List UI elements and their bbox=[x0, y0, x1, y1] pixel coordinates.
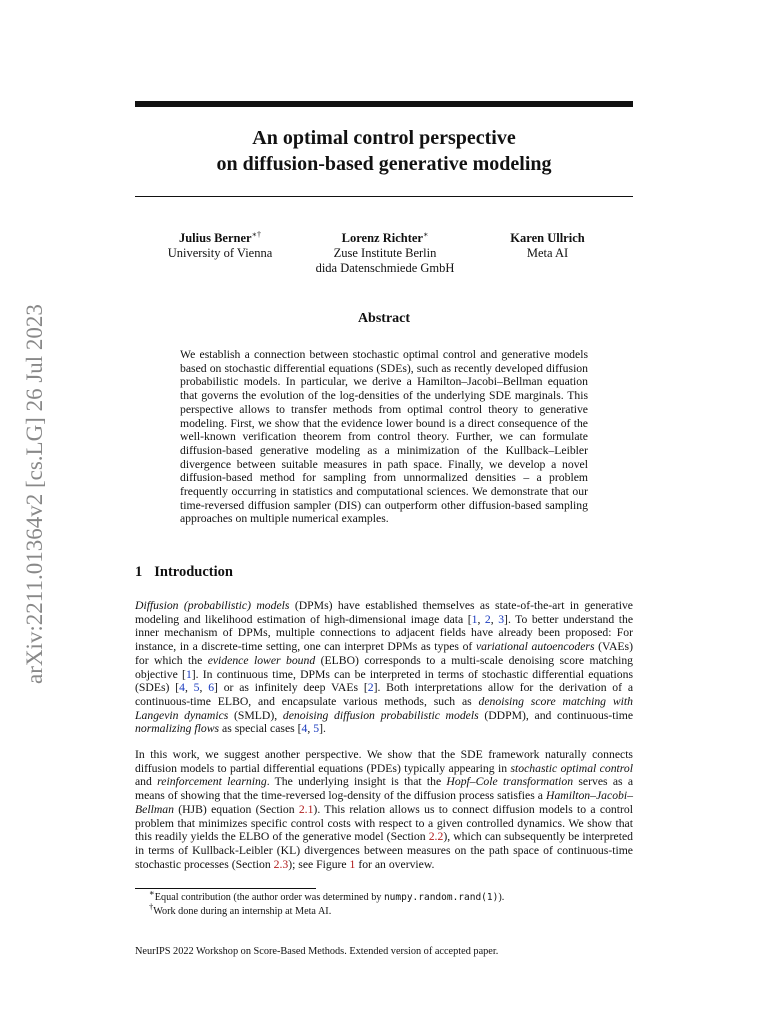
text-run: ]. To better understand the inner mechanism of DPMs, multiple connections to adjacent fields have already been proposed: For instance, in a discrete-time setting, one can interpret DPMs as types of bbox=[135, 612, 634, 654]
emphasized-term: normalizing flows bbox=[135, 722, 220, 736]
text-run: In this work, we suggest another perspective. We show that the SDE framework naturally connects diffusion models to partial differential equations (PDEs) typically appearing in bbox=[135, 748, 633, 775]
cross-reference-link[interactable]: 2.2 bbox=[428, 830, 444, 844]
text-run: (SMLD), bbox=[228, 708, 283, 722]
emphasized-term: Hamilton–Jacobi–Bellman bbox=[135, 789, 633, 816]
text-run: and bbox=[135, 775, 158, 789]
text-run: , bbox=[199, 681, 209, 695]
text-run: , bbox=[184, 681, 194, 695]
arxiv-identifier: arXiv:2211.01364v2 [cs.LG] 26 Jul 2023 bbox=[22, 304, 47, 684]
citation-link[interactable]: 5 bbox=[313, 722, 320, 736]
author-name: Julius Berner∗† bbox=[178, 229, 261, 245]
text-run: ]. bbox=[319, 722, 326, 736]
arxiv-sidebar bbox=[0, 0, 70, 1024]
author-block-richter bbox=[295, 231, 475, 276]
emphasized-term: denoising diffusion probabilistic models bbox=[282, 708, 479, 722]
text-run: for an overview. bbox=[355, 857, 435, 871]
cross-reference-link[interactable]: 1 bbox=[349, 857, 356, 871]
cross-reference-link[interactable]: 2.3 bbox=[273, 857, 289, 871]
text-run: , bbox=[477, 612, 485, 626]
text-run: (DPMs) have established themselves as state-of-the-art in generative modeling and likelihood estimation of high-dimensional image data [ bbox=[135, 599, 633, 626]
section-heading-introduction bbox=[135, 564, 233, 581]
abstract-heading: Abstract bbox=[357, 311, 411, 326]
citation-link[interactable]: 1 bbox=[471, 612, 478, 626]
emphasized-term: evidence lower bound bbox=[207, 653, 316, 667]
intro-paragraph-1 bbox=[135, 599, 633, 736]
code-snippet: numpy.random.rand(1) bbox=[383, 892, 499, 903]
text-run: ). This relation allows us to connect diffusion models to a control problem that minimizes specific control costs with respect to a given controlled dynamics. We show that this readily yields the ELBO of the generative model (Section bbox=[135, 802, 633, 844]
text-run: ); see Figure bbox=[288, 857, 350, 871]
intro-paragraph-2 bbox=[135, 748, 633, 871]
footnote-equal-contribution: ∗Equal contribution (the author order was determined by numpy.random.rand(1)). bbox=[149, 887, 505, 903]
text-run: ), which can subsequently be interpreted in terms of Kullback-Leibler (KL) divergences between measures on the path space of continuous-time stochastic processes (Section bbox=[135, 830, 633, 871]
abstract-text: We establish a connection between stochastic optimal control and generative models based on stochastic differential equations (SDEs), such as recently developed diffusion probabilistic models. In particular, we derive a Hamilton–Jacobi–Bellman equation that governs the evolution of the log-densities of the underlying SDE marginals. This perspective allows to transfer methods from optimal control theory to generative modeling. First, we show that the evidence lower bound is a direct consequence of the well-known verification theorem from control theory. Further, we can formulate diffusion-based generative modeling as a minimization of the Kullback–Leibler divergence between suitable measures in path space. Finally, we develop a novel diffusion-based method for sampling from unnormalized densities – a problem frequently occurring in statistics and computational sciences. We demonstrate that our time-reversed diffusion sampler (DIS) can outperform other diffusion-based sampling approaches on multiple numerical examples. bbox=[180, 348, 588, 526]
footnote-internship: †Work done during an internship at Meta AI. bbox=[149, 901, 332, 917]
text-run: , bbox=[307, 722, 314, 736]
venue-note: NeurIPS 2022 Workshop on Score-Based Methods. Extended version of accepted paper. bbox=[135, 946, 499, 957]
citation-link[interactable]: 5 bbox=[193, 681, 200, 695]
footnote-mark: ∗ bbox=[149, 887, 155, 898]
author-affiliation: Meta AI bbox=[526, 246, 569, 260]
citation-link[interactable]: 2 bbox=[484, 612, 491, 626]
text-run: ]. Both interpretations allow for the derivation of a continuous-time ELBO, and encapsulate various methods, such as bbox=[135, 681, 634, 708]
text-run: , bbox=[490, 612, 499, 626]
footnote-rule bbox=[135, 888, 316, 889]
citation-link[interactable]: 3 bbox=[498, 612, 505, 626]
citation-link[interactable]: 4 bbox=[301, 722, 308, 736]
author-affiliation: Zuse Institute Berlin bbox=[333, 246, 437, 260]
title-line-2: on diffusion-based generative modeling bbox=[216, 153, 552, 175]
author-marks: ∗ bbox=[422, 229, 429, 239]
text-run: serves as a means of showing that the time-reversed log-density of the diffusion process satisfies a bbox=[135, 775, 634, 803]
author-name: Karen Ullrich bbox=[510, 231, 585, 245]
text-run: (DDPM), and continuous-time bbox=[478, 708, 634, 722]
section-number: 1 bbox=[135, 564, 143, 580]
text-run: . The underlying insight is that the bbox=[266, 775, 447, 789]
author-name: Lorenz Richter∗ bbox=[341, 229, 429, 245]
author-affiliation: dida Datenschmiede GmbH bbox=[315, 261, 455, 275]
text-run: as special cases [ bbox=[219, 722, 302, 736]
text-run: (HJB) equation (Section bbox=[173, 802, 299, 816]
citation-link[interactable]: 2 bbox=[367, 681, 374, 695]
top-rule bbox=[135, 101, 633, 107]
emphasized-term: variational autoencoders bbox=[475, 640, 595, 654]
cross-reference-link[interactable]: 2.1 bbox=[298, 802, 314, 816]
author-block-ullrich bbox=[480, 231, 615, 261]
text-run: (ELBO) corresponds to a multi-scale denoising score matching objective [ bbox=[135, 653, 634, 681]
emphasized-term: reinforcement learning bbox=[157, 775, 267, 789]
citation-link[interactable]: 4 bbox=[179, 681, 185, 695]
title-bottom-rule bbox=[135, 196, 633, 197]
footnote-mark: † bbox=[149, 901, 154, 912]
text-run: ]. In continuous time, DPMs can be interpreted in terms of stochastic differential equations (SDEs) [ bbox=[135, 667, 633, 695]
emphasized-term: stochastic optimal control bbox=[510, 761, 633, 775]
author-block-berner bbox=[150, 231, 290, 261]
citation-link[interactable]: 6 bbox=[208, 681, 215, 695]
author-marks: ∗† bbox=[251, 229, 261, 239]
emphasized-term: Diffusion (probabilistic) models bbox=[135, 599, 290, 612]
author-affiliation: University of Vienna bbox=[167, 246, 273, 260]
title-line-1: An optimal control perspective bbox=[252, 127, 516, 149]
paper-title bbox=[135, 125, 633, 177]
emphasized-term: Hopf–Cole transformation bbox=[446, 775, 574, 789]
emphasized-term: denoising score matching with Langevin dynamics bbox=[135, 694, 633, 722]
section-title: Introduction bbox=[154, 564, 233, 580]
citation-link[interactable]: 1 bbox=[185, 667, 192, 681]
text-run: ] or as infinitely deep VAEs [ bbox=[214, 681, 368, 695]
text-run: (VAEs) for which the bbox=[135, 640, 633, 667]
